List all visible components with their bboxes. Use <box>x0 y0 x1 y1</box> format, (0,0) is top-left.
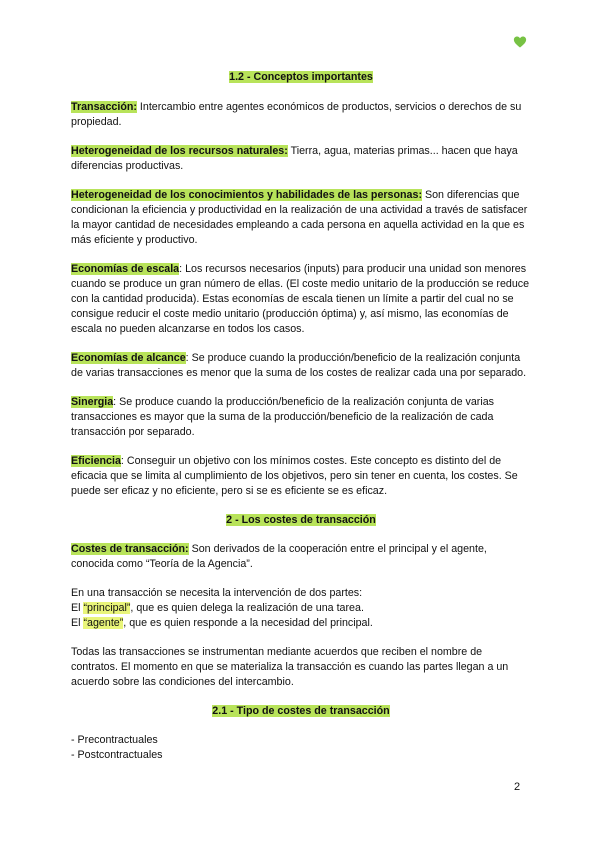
definition-economias-alcance <box>71 351 531 381</box>
term-transaccion: Transacción: <box>71 101 137 113</box>
term-heterogeneidad-recursos: Heterogeneidad de los recursos naturales: <box>71 145 288 157</box>
type-item-postcontractuales: - Postcontractuales <box>71 749 163 761</box>
definition-economias-escala <box>71 262 531 337</box>
definition-eficiencia <box>71 454 531 499</box>
party-agente: El “agente”, que es quien responde a la necesidad del principal. <box>71 617 373 629</box>
definition-text: Son diferencias que condicionan la eficiencia y productividad en la realización de una actividad a través de satisfacer la mayor cantidad de necesidades empleando a cada persona en aquella actividad en la que es más eficiente y productivo. <box>71 189 528 246</box>
section-title-tipos: 2.1 - Tipo de costes de transacción <box>212 705 390 717</box>
parties-intro: En una transacción se necesita la intervención de dos partes: <box>71 587 363 599</box>
agente-highlight: “agente” <box>83 617 124 629</box>
party-principal: El “principal”, que es quien delega la realización de una tarea. <box>71 602 364 614</box>
heart-icon <box>513 35 527 49</box>
definition-heterogeneidad-conocimientos <box>71 188 531 248</box>
term-eficiencia: Eficiencia <box>71 455 121 467</box>
definition-costes-transaccion <box>71 542 531 572</box>
document-body <box>71 70 531 763</box>
contracts-paragraph: Todas las transacciones se instrumentan mediante acuerdos que reciben el nombre de contratos. El momento en que se materializa la transacción es cuando las partes llegan a un acuerdo sobre las condiciones del intercambio. <box>71 646 509 688</box>
definition-text: Tierra, agua, materias primas... hacen que haya diferencias productivas. <box>71 145 518 172</box>
term-economias-alcance: Economías de alcance <box>71 352 186 364</box>
term-sinergia: Sinergia <box>71 396 114 408</box>
definition-text: : Se produce cuando la producción/beneficio de la realización conjunta de varias transacciones es mayor que la suma de la producción/beneficio de la realización de cada transacción por separado. <box>71 396 495 438</box>
section-title-conceptos: 1.2 - Conceptos importantes <box>229 71 373 83</box>
definition-text: : Se produce cuando la producción/beneficio de la realización conjunta de varias transacciones es menor que la suma de los costes de realizar cada una por separado. <box>71 352 527 379</box>
definition-text: Intercambio entre agentes económicos de productos, servicios o derechos de su propiedad. <box>71 101 522 128</box>
definition-text: : Conseguir un objetivo con los mínimos costes. Este concepto es distinto del de eficacia que se limita al cumplimiento de los objetivos, pero sin tener en cuenta, los costes. Se puede ser eficaz y no eficiente, pero si se es eficiente se es eficaz. <box>71 455 518 497</box>
type-item-precontractuales: - Precontractuales <box>71 734 158 746</box>
definition-heterogeneidad-recursos <box>71 144 531 174</box>
definition-transaccion <box>71 100 531 130</box>
page-number: 2 <box>514 781 521 793</box>
term-heterogeneidad-conocimientos: Heterogeneidad de los conocimientos y habilidades de las personas: <box>71 189 423 201</box>
definition-text: Son derivados de la cooperación entre el principal y el agente, conocida como “Teoría de la Agencia”. <box>71 543 487 570</box>
definition-text: : Los recursos necesarios (inputs) para producir una unidad son menores cuando se produce un gran número de ellas. (El coste medio unitario de la producción se reduce con la cantidad producida). Estas economías de escala tienen un límite a partir del cual no se consigue reducir el coste medio unitario (producción óptima) y, así mismo, las economías de escala no pueden alcanzarse en todos los casos. <box>71 263 530 335</box>
definition-sinergia <box>71 395 531 440</box>
principal-highlight: “principal” <box>83 602 131 614</box>
term-economias-escala: Economías de escala <box>71 263 180 275</box>
section-title-costes: 2 - Los costes de transacción <box>226 514 376 526</box>
term-costes-transaccion: Costes de transacción: <box>71 543 189 555</box>
